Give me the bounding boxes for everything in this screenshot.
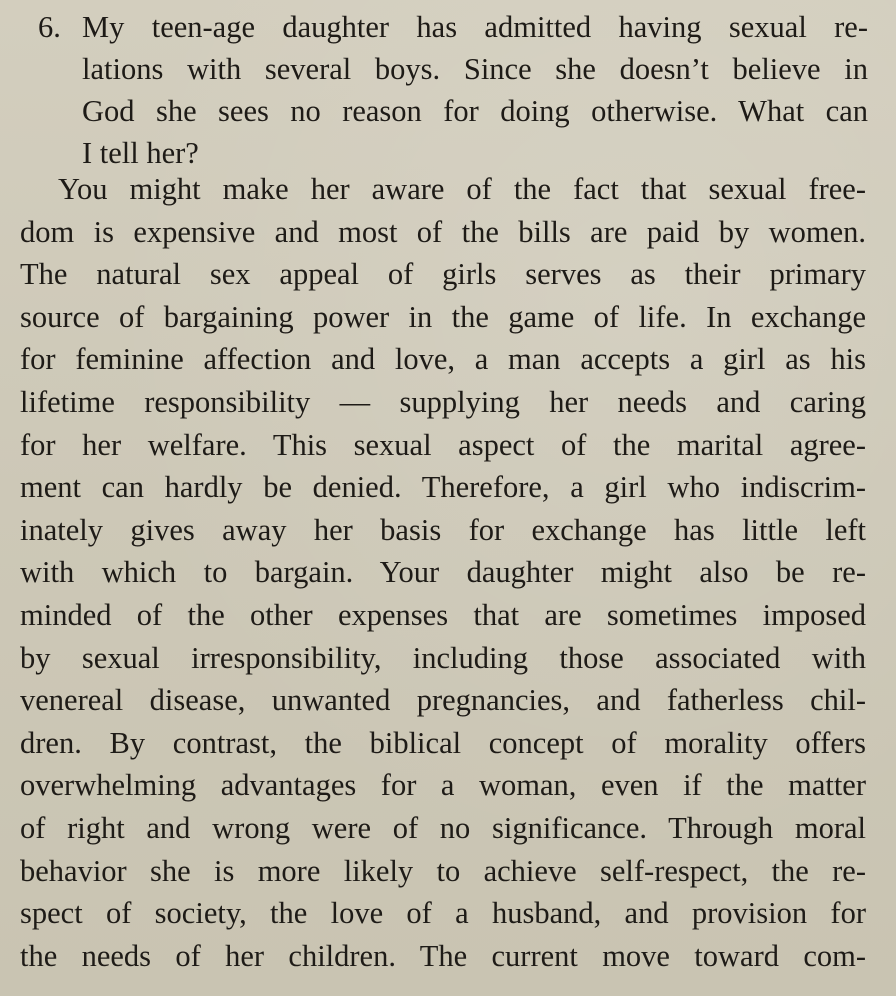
- answer-line: the needs of her children. The current move toward com-: [20, 938, 866, 973]
- answer-line: for feminine affection and love, a man accepts a girl as his: [20, 342, 866, 377]
- answer-line: lifetime responsibility — supplying her needs and caring: [20, 385, 866, 419]
- answer-line: behavior she is more likely to achieve self-respect, the re-: [20, 853, 866, 888]
- answer-line: source of bargaining power in the game of life. In exchange: [20, 299, 866, 334]
- answer-line: ment can hardly be denied. Therefore, a girl who indiscrim-: [20, 470, 866, 505]
- answer-line: dren. By contrast, the biblical concept of morality offers: [20, 725, 866, 760]
- answer-line: spect of society, the love of a husband, and provision for: [20, 896, 866, 931]
- question-line: lations with several boys. Since she doesn’t believe in: [82, 52, 868, 86]
- answer-line: by sexual irresponsibility, including those associated with: [20, 640, 866, 675]
- answer-line: dom is expensive and most of the bills are paid by women.: [20, 214, 866, 249]
- question-line: God she sees no reason for doing otherwise. What can: [82, 94, 868, 128]
- answer-line: overwhelming advantages for a woman, even if the matter: [20, 768, 866, 803]
- answer-line: minded of the other expenses that are sometimes imposed: [20, 598, 866, 632]
- answer-line: for her welfare. This sexual aspect of the marital agree-: [20, 427, 866, 462]
- answer-line: You might make her aware of the fact that sexual free-: [58, 172, 866, 206]
- question-line: My teen-age daughter has admitted having sexual re-: [82, 10, 868, 44]
- answer-line: with which to bargain. Your daughter might also be re-: [20, 555, 866, 590]
- answer-line: venereal disease, unwanted pregnancies, and fatherless chil-: [20, 683, 866, 718]
- question-number: 6.: [38, 10, 61, 44]
- answer-line: inately gives away her basis for exchange has little left: [20, 512, 866, 547]
- answer-line: of right and wrong were of no significance. Through moral: [20, 811, 866, 845]
- question-line: I tell her?: [82, 136, 199, 170]
- answer-line: The natural sex appeal of girls serves as their primary: [20, 257, 866, 292]
